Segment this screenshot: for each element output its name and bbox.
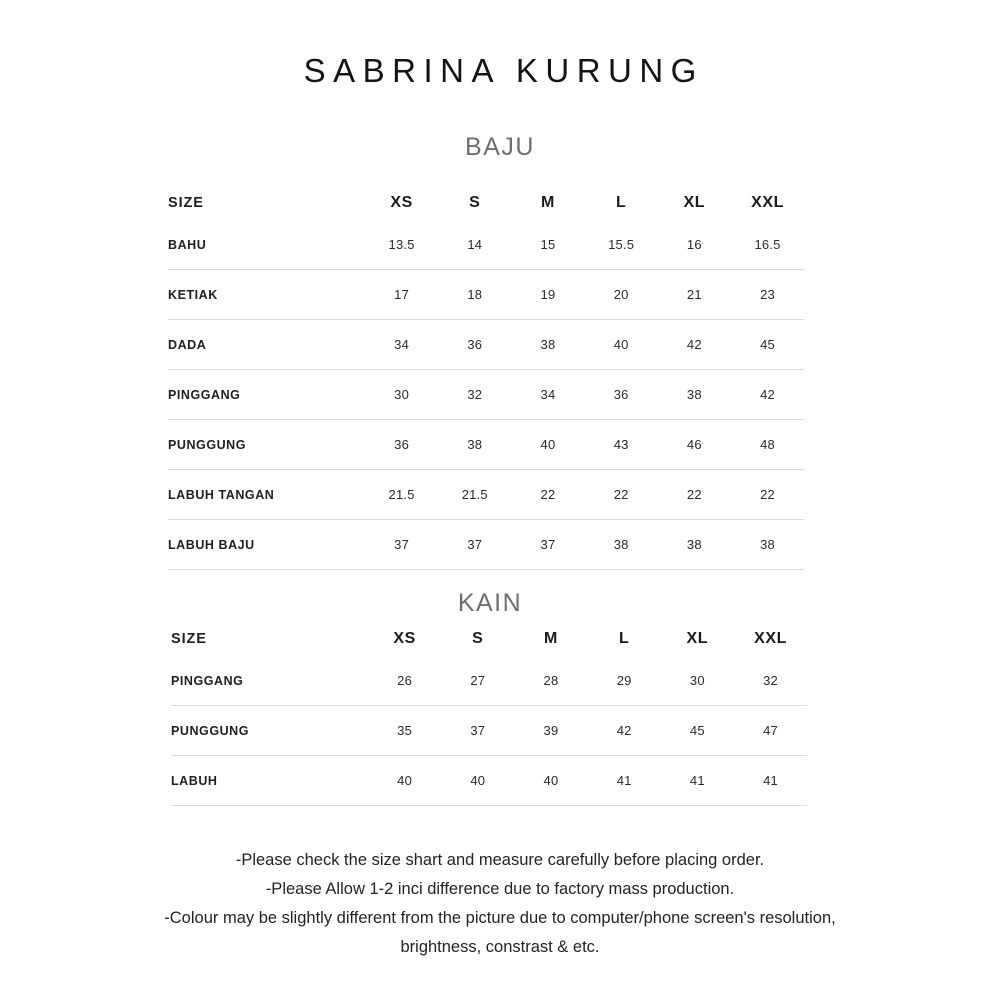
cell-value: 38 bbox=[613, 537, 629, 552]
cell-value: 39 bbox=[543, 723, 559, 738]
table-header-row bbox=[168, 186, 804, 220]
table-row bbox=[168, 320, 804, 370]
cell-value: 37 bbox=[467, 537, 483, 552]
column-header-xs: XS bbox=[393, 630, 416, 647]
cell-value: 18 bbox=[467, 287, 483, 302]
cell-value: 36 bbox=[394, 437, 410, 452]
note-line: -Please Allow 1-2 inci difference due to factory mass production. bbox=[265, 880, 735, 898]
row-label: KETIAK bbox=[168, 287, 218, 302]
table-row bbox=[168, 270, 804, 320]
cell-value: 48 bbox=[760, 437, 775, 452]
table-head-kain bbox=[171, 622, 807, 656]
cell-value: 41 bbox=[616, 773, 632, 788]
cell-value: 28 bbox=[543, 673, 559, 688]
cell-value: 45 bbox=[689, 723, 705, 738]
row-label: PINGGANG bbox=[171, 673, 244, 688]
note-line: -Colour may be slightly different from the picture due to computer/phone screen's resolution, bbox=[164, 909, 836, 927]
table-body-kain bbox=[171, 656, 807, 806]
cell-value: 40 bbox=[470, 773, 486, 788]
cell-value: 42 bbox=[616, 723, 632, 738]
size-table-baju bbox=[168, 186, 804, 570]
cell-value: 22 bbox=[760, 487, 775, 502]
cell-value: 16.5 bbox=[754, 237, 781, 252]
row-label: PINGGANG bbox=[168, 387, 241, 402]
note-line: brightness, constrast & etc. bbox=[400, 938, 600, 956]
column-header-xxl: XXL bbox=[751, 194, 784, 211]
cell-value: 47 bbox=[763, 723, 778, 738]
cell-value: 27 bbox=[470, 673, 486, 688]
row-label: PUNGGUNG bbox=[168, 437, 247, 452]
cell-value: 22 bbox=[540, 487, 556, 502]
column-header-m: M bbox=[541, 194, 555, 211]
row-label: LABUH TANGAN bbox=[168, 487, 275, 502]
table-row bbox=[171, 756, 807, 806]
cell-value: 40 bbox=[613, 337, 629, 352]
table-body-baju bbox=[168, 220, 804, 570]
size-table-kain bbox=[171, 622, 807, 806]
cell-value: 36 bbox=[467, 337, 483, 352]
cell-value: 30 bbox=[394, 387, 410, 402]
column-header-size: SIZE bbox=[168, 195, 204, 211]
cell-value: 40 bbox=[397, 773, 413, 788]
cell-value: 36 bbox=[613, 387, 629, 402]
cell-value: 19 bbox=[540, 287, 556, 302]
cell-value: 34 bbox=[394, 337, 410, 352]
cell-value: 15.5 bbox=[608, 237, 635, 252]
column-header-l: L bbox=[618, 630, 630, 647]
table-row bbox=[171, 706, 807, 756]
table-row bbox=[171, 656, 807, 706]
cell-value: 38 bbox=[686, 387, 702, 402]
column-header-s: S bbox=[469, 194, 481, 211]
cell-value: 46 bbox=[686, 437, 702, 452]
cell-value: 38 bbox=[467, 437, 483, 452]
cell-value: 15 bbox=[540, 237, 556, 252]
cell-value: 45 bbox=[760, 337, 775, 352]
cell-value: 37 bbox=[470, 723, 486, 738]
section-heading-kain: KAIN bbox=[457, 589, 523, 617]
row-label: PUNGGUNG bbox=[171, 723, 250, 738]
table-row bbox=[168, 420, 804, 470]
column-header-s: S bbox=[472, 630, 484, 647]
cell-value: 38 bbox=[540, 337, 556, 352]
table-row bbox=[168, 370, 804, 420]
cell-value: 22 bbox=[686, 487, 702, 502]
column-header-xxl: XXL bbox=[754, 630, 787, 647]
row-label: LABUH BAJU bbox=[168, 537, 255, 552]
cell-value: 40 bbox=[543, 773, 559, 788]
cell-value: 41 bbox=[689, 773, 705, 788]
column-header-xl: XL bbox=[683, 194, 706, 211]
cell-value: 23 bbox=[760, 287, 775, 302]
cell-value: 21 bbox=[686, 287, 702, 302]
cell-value: 32 bbox=[467, 387, 483, 402]
cell-value: 29 bbox=[616, 673, 632, 688]
cell-value: 30 bbox=[689, 673, 705, 688]
column-header-l: L bbox=[615, 194, 627, 211]
cell-value: 37 bbox=[540, 537, 556, 552]
table-head-baju bbox=[168, 186, 804, 220]
cell-value: 26 bbox=[397, 673, 413, 688]
cell-value: 38 bbox=[686, 537, 702, 552]
table-row bbox=[168, 520, 804, 570]
cell-value: 17 bbox=[394, 287, 410, 302]
cell-value: 41 bbox=[763, 773, 778, 788]
cell-value: 34 bbox=[540, 387, 556, 402]
row-label: LABUH bbox=[171, 773, 218, 788]
cell-value: 42 bbox=[686, 337, 702, 352]
cell-value: 22 bbox=[613, 487, 629, 502]
cell-value: 16 bbox=[686, 237, 702, 252]
cell-value: 32 bbox=[763, 673, 778, 688]
column-header-size: SIZE bbox=[171, 631, 207, 647]
cell-value: 42 bbox=[760, 387, 775, 402]
cell-value: 21.5 bbox=[461, 487, 488, 502]
column-header-xs: XS bbox=[390, 194, 413, 211]
cell-value: 43 bbox=[613, 437, 629, 452]
cell-value: 40 bbox=[540, 437, 556, 452]
cell-value: 38 bbox=[760, 537, 775, 552]
row-label: DADA bbox=[168, 337, 207, 352]
table-row bbox=[168, 470, 804, 520]
footer-notes bbox=[0, 846, 1000, 962]
page-title: SABRINA KURUNG bbox=[303, 52, 704, 89]
cell-value: 14 bbox=[467, 237, 483, 252]
cell-value: 37 bbox=[394, 537, 410, 552]
note-line: -Please check the size shart and measure carefully before placing order. bbox=[235, 851, 765, 869]
cell-value: 13.5 bbox=[388, 237, 415, 252]
column-header-xl: XL bbox=[686, 630, 709, 647]
cell-value: 35 bbox=[397, 723, 413, 738]
cell-value: 21.5 bbox=[388, 487, 415, 502]
table-row bbox=[168, 220, 804, 270]
table-header-row bbox=[171, 622, 807, 656]
cell-value: 20 bbox=[613, 287, 629, 302]
column-header-m: M bbox=[544, 630, 558, 647]
section-heading-baju: BAJU bbox=[465, 133, 535, 161]
row-label: BAHU bbox=[168, 237, 207, 252]
